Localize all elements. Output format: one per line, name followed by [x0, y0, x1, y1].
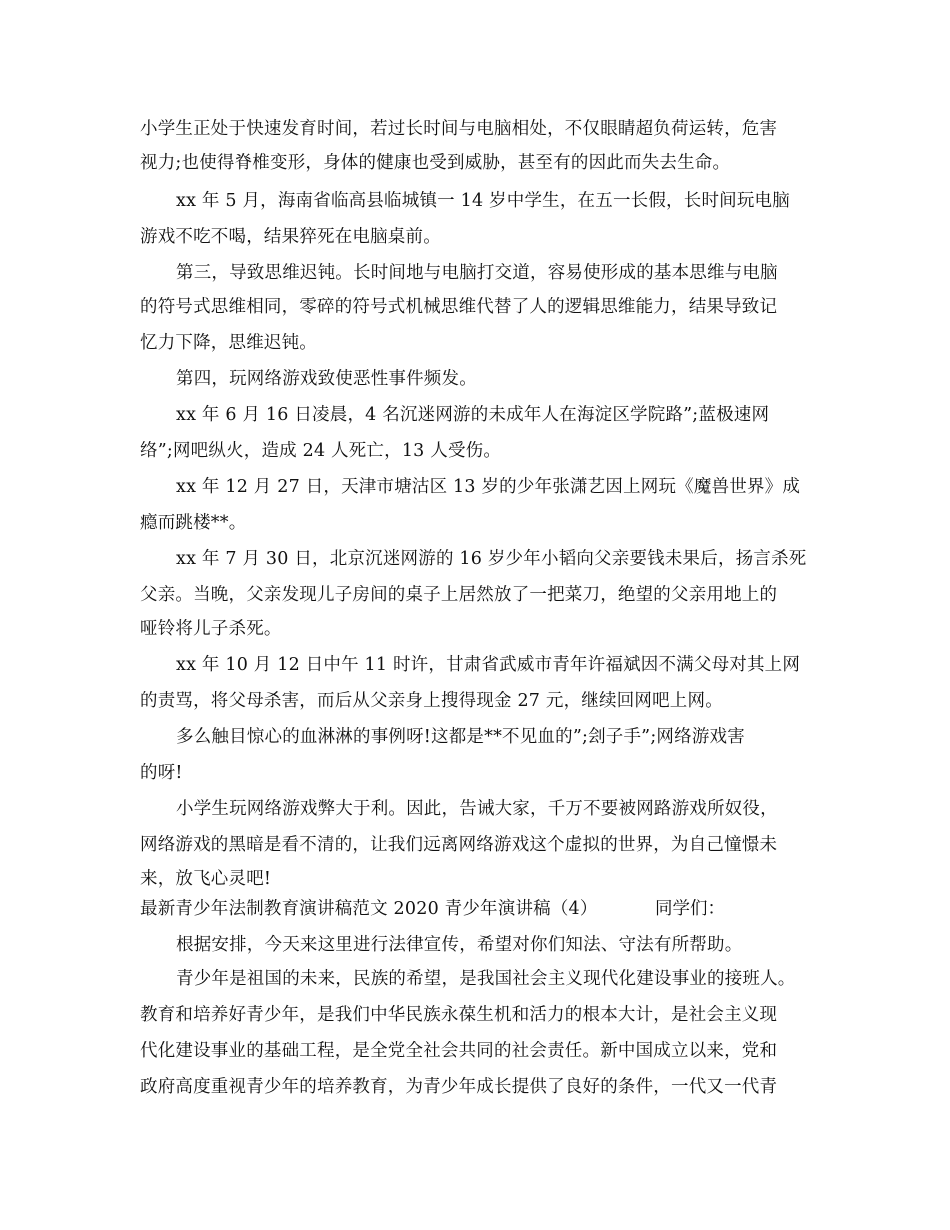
text-line: 青少年是祖国的未来，民族的希望，是我国社会主义现代化建设事业的接班人。 [176, 969, 796, 989]
text-line: xx 年 12 月 27 日，天津市塘沽区 13 岁的少年张潇艺因上网玩《魔兽世界》成 [176, 477, 801, 497]
text-line: 瘾而跳楼**。 [140, 513, 247, 533]
text-line: 小学生玩网络游戏弊大于利。因此，告诫大家，千万不要被网路游戏所奴役， [176, 799, 778, 819]
text-line: xx 年 10 月 12 日中午 11 时许，甘肃省武威市青年许福斌因不满父母对其上网 [176, 655, 801, 675]
text-line: 哑铃将儿子杀死。 [140, 619, 282, 639]
text-line: 视力;也使得脊椎变形，身体的健康也受到威胁，甚至有的因此而失去生命。 [140, 153, 731, 173]
text-line: 第三，导致思维迟钝。长时间地与电脑打交道，容易使形成的基本思维与电脑 [176, 263, 778, 283]
text-line: 政府高度重视青少年的培养教育，为青少年成长提供了良好的条件，一代又一代青 [140, 1077, 778, 1097]
text-line: 游戏不吃不喝，结果猝死在电脑桌前。 [140, 227, 441, 247]
text-line: 代化建设事业的基础工程，是全党全社会共同的社会责任。新中国成立以来，党和 [140, 1041, 778, 1061]
salutation: 同学们： [655, 899, 725, 919]
text-line: 络”;网吧纵火，造成 24 人死亡，13 人受伤。 [140, 441, 502, 461]
text-line: 教育和培养好青少年，是我们中华民族永葆生机和活力的根本大计，是社会主义现 [140, 1005, 778, 1025]
text-line: 父亲。当晚，父亲发现儿子房间的桌子上居然放了一把菜刀，绝望的父亲用地上的 [140, 585, 778, 605]
text-line: xx 年 6 月 16 日凌晨，4 名沉迷网游的未成年人在海淀区学院路”;蓝极速网 [176, 405, 770, 425]
text-line: 小学生正处于快速发育时间，若过长时间与电脑相处，不仅眼睛超负荷运转，危害 [140, 119, 778, 139]
text-line: xx 年 5 月，海南省临高县临城镇一 14 岁中学生，在五一长假，长时间玩电脑 [176, 191, 790, 211]
section-heading: 最新青少年法制教育演讲稿范文 2020 青少年演讲稿（4） [140, 899, 598, 919]
text-line: 的符号式思维相同，零碎的符号式机械思维代替了人的逻辑思维能力，结果导致记 [140, 297, 778, 317]
text-line: 的呀! [140, 763, 183, 783]
text-line: 忆力下降，思维迟钝。 [140, 333, 317, 353]
text-line: 多么触目惊心的血淋淋的事例呀!这都是**不见血的”;刽子手”;网络游戏害 [176, 727, 745, 747]
text-line: 网络游戏的黑暗是看不清的，让我们远离网络游戏这个虚拟的世界，为自己憧憬未 [140, 835, 778, 855]
text-line: 根据安排，今天来这里进行法律宣传，希望对你们知法、守法有所帮助。 [176, 935, 743, 955]
text-line: 来，放飞心灵吧! [140, 869, 272, 889]
text-line: 的责骂，将父母杀害，而后从父亲身上搜得现金 27 元，继续回网吧上网。 [140, 691, 723, 711]
text-line: xx 年 7 月 30 日，北京沉迷网游的 16 岁少年小韬向父亲要钱未果后，扬言杀死 [176, 549, 807, 569]
text-line: 第四，玩网络游戏致使恶性事件频发。 [176, 369, 477, 389]
